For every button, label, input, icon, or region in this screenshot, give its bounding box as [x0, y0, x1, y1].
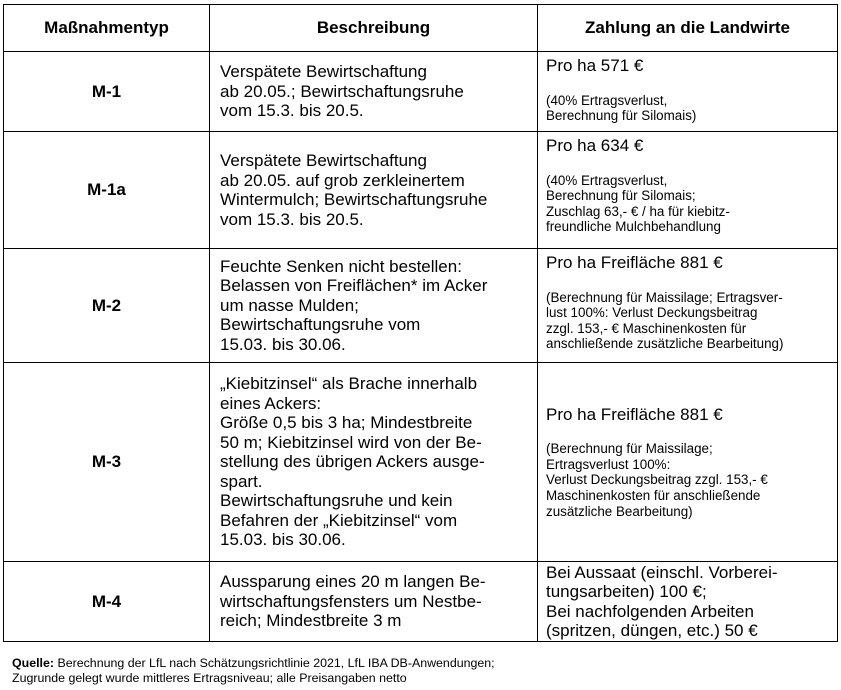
description-line: um nasse Mulden; [220, 295, 359, 315]
description-line: 15.03. bis 30.06. [220, 530, 346, 550]
footer-line-2: Zugrunde gelegt wurde mittleres Ertragsniveau; alle Preisangaben netto [12, 670, 407, 685]
table-row [4, 132, 838, 249]
measure-description [210, 562, 538, 642]
description-line: Verspätete Bewirtschaftung [220, 151, 427, 170]
measure-code: M-1 [4, 52, 210, 132]
measure-payment [538, 249, 838, 363]
payment-line: Pro ha 634 € [546, 136, 644, 155]
measure-code: M-2 [4, 249, 210, 363]
description-line: 15.03. bis 30.06. [220, 334, 346, 354]
measure-payment [538, 562, 838, 642]
payment-line: Pro ha 571 € [546, 56, 644, 75]
description-line: „Kiebitzinsel“ als Brache innerhalb [220, 374, 478, 394]
description-line: Aussparung eines 20 m langen Be- [220, 572, 486, 592]
header-description: Beschreibung [210, 5, 538, 52]
description-line: Verspätete Bewirtschaftung [220, 62, 427, 82]
description-line: ab 20.05. auf grob zerkleinertem [220, 170, 465, 190]
payment-note [546, 441, 831, 519]
table-row [4, 363, 838, 562]
table-row [4, 249, 838, 363]
description-line: Wintermulch; Bewirtschaftungsruhe [220, 190, 488, 209]
payment-note-line: (Berechnung für Maissilage; Ertragsver- [546, 289, 783, 305]
measure-description [210, 249, 538, 363]
measure-code: M-4 [4, 562, 210, 642]
payment-amount [546, 253, 831, 273]
measure-payment [538, 132, 838, 249]
payment-amount [546, 56, 831, 76]
description-line: vom 15.3. bis 20.5. [220, 101, 364, 121]
measure-payment [538, 363, 838, 562]
description-line: spart. [220, 471, 263, 491]
payment-note-line: (40% Ertragsverlust, [546, 172, 668, 188]
description-line: Belassen von Freiflächen* im Acker [220, 276, 488, 296]
payment-line: (spritzen, düngen, etc.) 50 € [546, 621, 758, 640]
payment-note-line: freundliche Mulchbehandlung [546, 219, 721, 235]
source-text: Berechnung der LfL nach Schätzungsrichtlinie 2021, LfL IBA DB-Anwendungen; [54, 656, 495, 670]
payment-note-line: anschließende zusätzliche Bearbeitung) [546, 336, 784, 352]
description-line: Feuchte Senken nicht bestellen: [220, 256, 462, 276]
table-row [4, 52, 838, 132]
payment-note [546, 173, 831, 235]
payment-amount [546, 563, 831, 641]
description-line: Bewirtschaftungsruhe und kein [220, 491, 453, 511]
measures-table [3, 4, 838, 642]
measure-description [210, 132, 538, 249]
measure-description [210, 363, 538, 562]
description-line: wirtschaftungsfensters um Nestbe- [220, 591, 482, 611]
payment-note-line: (Berechnung für Maissilage; [546, 441, 713, 457]
payment-note-line: lust 100%: Verlust Deckungsbeitrag [546, 305, 758, 321]
header-payment: Zahlung an die Landwirte [538, 5, 838, 52]
source-label: Quelle: [12, 656, 54, 670]
measure-payment [538, 52, 838, 132]
description-line: ab 20.05.; Bewirtschaftungsruhe [220, 81, 464, 101]
description-line: Bewirtschaftungsruhe vom [220, 315, 421, 335]
payment-line: Bei Aussaat (einschl. Vorberei- [546, 562, 778, 582]
description-line: eines Ackers: [220, 393, 322, 413]
payment-note-line: Verlust Deckungsbeitrag zzgl. 153,- € [546, 472, 768, 488]
payment-line: Bei nachfolgenden Arbeiten [546, 601, 754, 621]
description-line: Größe 0,5 bis 3 ha; Mindestbreite [220, 413, 473, 433]
payment-note [546, 93, 831, 124]
table-row [4, 562, 838, 642]
payment-amount [546, 136, 831, 156]
description-line: reich; Mindestbreite 3 m [220, 611, 402, 631]
description-line: 50 m; Kiebitzinsel wird von der Be- [220, 432, 482, 452]
description-line: stellung des übrigen Ackers ausge- [220, 452, 485, 472]
payment-note-line: Berechnung für Silomais) [546, 108, 697, 124]
payment-note-line: Berechnung für Silomais; [546, 188, 696, 204]
payment-note-line: Zuschlag 63,- € / ha für kiebitz- [546, 203, 730, 219]
measure-code: M-1a [4, 132, 210, 249]
payment-line: Pro ha Freifläche 881 € [546, 404, 723, 424]
payment-note-line: zusätzliche Bearbeitung) [546, 503, 693, 519]
header-row [4, 5, 838, 52]
payment-note [546, 290, 831, 352]
payment-line: Pro ha Freifläche 881 € [546, 253, 723, 272]
measure-description [210, 52, 538, 132]
header-measure-type: Maßnahmentyp [4, 5, 210, 52]
payment-note-line: Ertragsverlust 100%: [546, 456, 671, 472]
footer-note [12, 656, 495, 685]
description-line: vom 15.3. bis 20.5. [220, 209, 364, 229]
payment-line: tungsarbeiten) 100 €; [546, 582, 707, 601]
payment-note-line: Maschinenkosten für anschließende [546, 488, 761, 504]
description-line: Befahren der „Kiebitzinsel“ vom [220, 510, 458, 530]
payment-amount [546, 405, 831, 425]
payment-note-line: zzgl. 153,- € Maschinenkosten für [546, 320, 747, 336]
payment-note-line: (40% Ertragsverlust, [546, 92, 668, 108]
measure-code: M-3 [4, 363, 210, 562]
